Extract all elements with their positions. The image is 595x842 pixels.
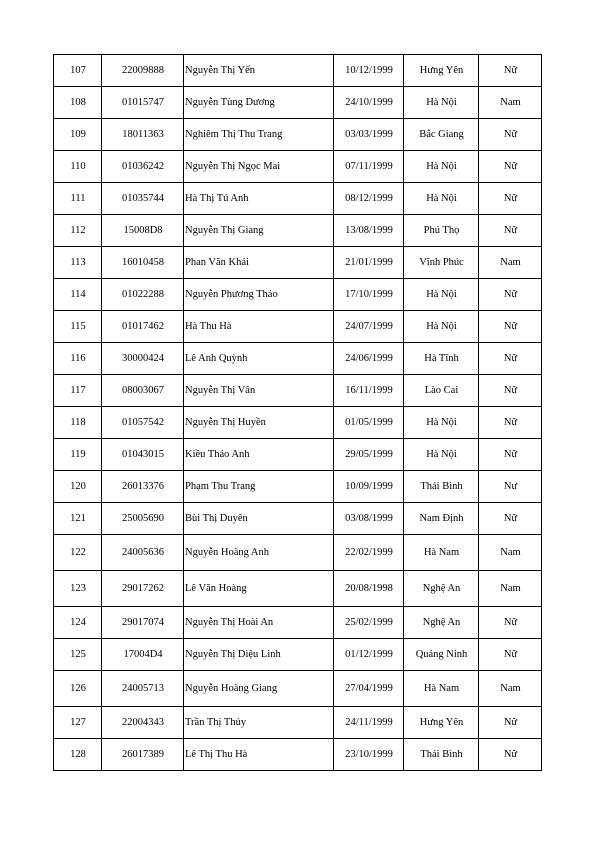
date-of-birth-cell: 25/02/1999: [334, 607, 404, 639]
gender-cell: Nam: [479, 671, 542, 707]
student-id-cell: 24005713: [102, 671, 184, 707]
table-row: [54, 311, 542, 343]
gender-cell: Nữ: [479, 119, 542, 151]
date-of-birth-cell: 22/02/1999: [334, 535, 404, 571]
province-cell: Nam Định: [404, 503, 479, 535]
student-name-cell: Nguyễn Thị Giang: [184, 215, 334, 247]
student-id-cell: 16010458: [102, 247, 184, 279]
row-number-cell: 120: [54, 471, 102, 503]
table-row: [54, 503, 542, 535]
date-of-birth-cell: 08/12/1999: [334, 183, 404, 215]
student-id-cell: 01043015: [102, 439, 184, 471]
student-name-cell: Phan Văn Khải: [184, 247, 334, 279]
student-name-cell: Bùi Thị Duyên: [184, 503, 334, 535]
gender-cell: Nữ: [479, 639, 542, 671]
province-cell: Hưng Yên: [404, 707, 479, 739]
date-of-birth-cell: 20/08/1998: [334, 571, 404, 607]
student-name-cell: Nguyễn Hoàng Giang: [184, 671, 334, 707]
student-id-cell: 01057542: [102, 407, 184, 439]
student-name-cell: Lê Thị Thu Hà: [184, 739, 334, 771]
student-id-cell: 25005690: [102, 503, 184, 535]
student-name-cell: Nghiêm Thị Thu Trang: [184, 119, 334, 151]
table-row: [54, 739, 542, 771]
date-of-birth-cell: 13/08/1999: [334, 215, 404, 247]
student-id-cell: 17004D4: [102, 639, 184, 671]
row-number-cell: 123: [54, 571, 102, 607]
date-of-birth-cell: 24/10/1999: [334, 87, 404, 119]
student-name-cell: Nguyễn Tùng Dương: [184, 87, 334, 119]
date-of-birth-cell: 10/12/1999: [334, 55, 404, 87]
date-of-birth-cell: 03/08/1999: [334, 503, 404, 535]
province-cell: Hà Nội: [404, 311, 479, 343]
row-number-cell: 114: [54, 279, 102, 311]
gender-cell: Nữ: [479, 215, 542, 247]
student-name-cell: Nguyễn Hoàng Anh: [184, 535, 334, 571]
table-row: [54, 119, 542, 151]
student-id-cell: 29017262: [102, 571, 184, 607]
student-id-cell: 26013376: [102, 471, 184, 503]
student-id-cell: 29017074: [102, 607, 184, 639]
student-name-cell: Lê Văn Hoàng: [184, 571, 334, 607]
gender-cell: Nữ: [479, 607, 542, 639]
table-row: [54, 247, 542, 279]
date-of-birth-cell: 03/03/1999: [334, 119, 404, 151]
province-cell: Hà Nội: [404, 183, 479, 215]
province-cell: Hà Nội: [404, 87, 479, 119]
row-number-cell: 118: [54, 407, 102, 439]
gender-cell: Nữ: [479, 311, 542, 343]
date-of-birth-cell: 07/11/1999: [334, 151, 404, 183]
date-of-birth-cell: 29/05/1999: [334, 439, 404, 471]
table-row: [54, 535, 542, 571]
row-number-cell: 124: [54, 607, 102, 639]
student-name-cell: Lê Anh Quỳnh: [184, 343, 334, 375]
date-of-birth-cell: 27/04/1999: [334, 671, 404, 707]
gender-cell: Nam: [479, 247, 542, 279]
province-cell: Phú Thọ: [404, 215, 479, 247]
gender-cell: Nam: [479, 87, 542, 119]
table-row: [54, 183, 542, 215]
student-name-cell: Kiều Thảo Anh: [184, 439, 334, 471]
row-number-cell: 128: [54, 739, 102, 771]
date-of-birth-cell: 01/12/1999: [334, 639, 404, 671]
student-name-cell: Hà Thu Hà: [184, 311, 334, 343]
table-row: [54, 279, 542, 311]
province-cell: Thái Bình: [404, 739, 479, 771]
student-id-cell: 01017462: [102, 311, 184, 343]
table-row: [54, 87, 542, 119]
student-table-body: [54, 55, 542, 771]
date-of-birth-cell: 24/11/1999: [334, 707, 404, 739]
table-row: [54, 471, 542, 503]
row-number-cell: 117: [54, 375, 102, 407]
student-id-cell: 24005636: [102, 535, 184, 571]
table-row: [54, 215, 542, 247]
student-table: [53, 54, 542, 771]
table-row: [54, 639, 542, 671]
student-id-cell: 01036242: [102, 151, 184, 183]
province-cell: Quảng Ninh: [404, 639, 479, 671]
gender-cell: Nữ: [479, 503, 542, 535]
province-cell: Hà Nội: [404, 439, 479, 471]
province-cell: Hà Nội: [404, 151, 479, 183]
row-number-cell: 122: [54, 535, 102, 571]
row-number-cell: 125: [54, 639, 102, 671]
student-id-cell: 22009888: [102, 55, 184, 87]
student-name-cell: Nguyễn Thị Hoài An: [184, 607, 334, 639]
gender-cell: Nữ: [479, 707, 542, 739]
row-number-cell: 107: [54, 55, 102, 87]
row-number-cell: 113: [54, 247, 102, 279]
province-cell: Nghệ An: [404, 571, 479, 607]
date-of-birth-cell: 24/07/1999: [334, 311, 404, 343]
gender-cell: Nữ: [479, 439, 542, 471]
table-row: [54, 439, 542, 471]
row-number-cell: 116: [54, 343, 102, 375]
date-of-birth-cell: 23/10/1999: [334, 739, 404, 771]
province-cell: Thái Bình: [404, 471, 479, 503]
gender-cell: Nữ: [479, 407, 542, 439]
date-of-birth-cell: 16/11/1999: [334, 375, 404, 407]
date-of-birth-cell: 01/05/1999: [334, 407, 404, 439]
student-name-cell: Hà Thị Tú Anh: [184, 183, 334, 215]
gender-cell: Nam: [479, 571, 542, 607]
table-row: [54, 151, 542, 183]
gender-cell: Nữ: [479, 151, 542, 183]
date-of-birth-cell: 17/10/1999: [334, 279, 404, 311]
row-number-cell: 108: [54, 87, 102, 119]
student-id-cell: 01035744: [102, 183, 184, 215]
student-id-cell: 15008D8: [102, 215, 184, 247]
row-number-cell: 127: [54, 707, 102, 739]
table-row: [54, 571, 542, 607]
table-row: [54, 671, 542, 707]
gender-cell: Nữ: [479, 55, 542, 87]
province-cell: Hà Nam: [404, 671, 479, 707]
date-of-birth-cell: 21/01/1999: [334, 247, 404, 279]
row-number-cell: 115: [54, 311, 102, 343]
student-name-cell: Nguyễn Thị Diệu Linh: [184, 639, 334, 671]
province-cell: Hà Nội: [404, 279, 479, 311]
province-cell: Hà Tĩnh: [404, 343, 479, 375]
date-of-birth-cell: 24/06/1999: [334, 343, 404, 375]
table-row: [54, 607, 542, 639]
gender-cell: Nữ: [479, 343, 542, 375]
row-number-cell: 119: [54, 439, 102, 471]
student-id-cell: 08003067: [102, 375, 184, 407]
row-number-cell: 126: [54, 671, 102, 707]
gender-cell: Nư: [479, 471, 542, 503]
row-number-cell: 111: [54, 183, 102, 215]
table-row: [54, 375, 542, 407]
gender-cell: Nữ: [479, 279, 542, 311]
province-cell: Bắc Giang: [404, 119, 479, 151]
date-of-birth-cell: 10/09/1999: [334, 471, 404, 503]
province-cell: Hưng Yên: [404, 55, 479, 87]
province-cell: Nghệ An: [404, 607, 479, 639]
gender-cell: Nữ: [479, 739, 542, 771]
table-row: [54, 407, 542, 439]
student-name-cell: Phạm Thu Trang: [184, 471, 334, 503]
table-row: [54, 707, 542, 739]
row-number-cell: 109: [54, 119, 102, 151]
province-cell: Lào Cai: [404, 375, 479, 407]
table-row: [54, 55, 542, 87]
province-cell: Vĩnh Phúc: [404, 247, 479, 279]
gender-cell: Nam: [479, 535, 542, 571]
province-cell: Hà Nội: [404, 407, 479, 439]
student-id-cell: 18011363: [102, 119, 184, 151]
student-name-cell: Nguyễn Thị Huyền: [184, 407, 334, 439]
province-cell: Hà Nam: [404, 535, 479, 571]
student-name-cell: Nguyễn Thị Vân: [184, 375, 334, 407]
student-name-cell: Nguyễn Thị Yến: [184, 55, 334, 87]
student-id-cell: 01022288: [102, 279, 184, 311]
student-name-cell: Nguyễn Phương Thảo: [184, 279, 334, 311]
student-id-cell: 01015747: [102, 87, 184, 119]
student-id-cell: 22004343: [102, 707, 184, 739]
row-number-cell: 110: [54, 151, 102, 183]
table-row: [54, 343, 542, 375]
gender-cell: Nữ: [479, 375, 542, 407]
gender-cell: Nữ: [479, 183, 542, 215]
student-id-cell: 26017389: [102, 739, 184, 771]
row-number-cell: 121: [54, 503, 102, 535]
student-id-cell: 30000424: [102, 343, 184, 375]
student-name-cell: Trần Thị Thủy: [184, 707, 334, 739]
student-name-cell: Nguyễn Thị Ngọc Mai: [184, 151, 334, 183]
row-number-cell: 112: [54, 215, 102, 247]
